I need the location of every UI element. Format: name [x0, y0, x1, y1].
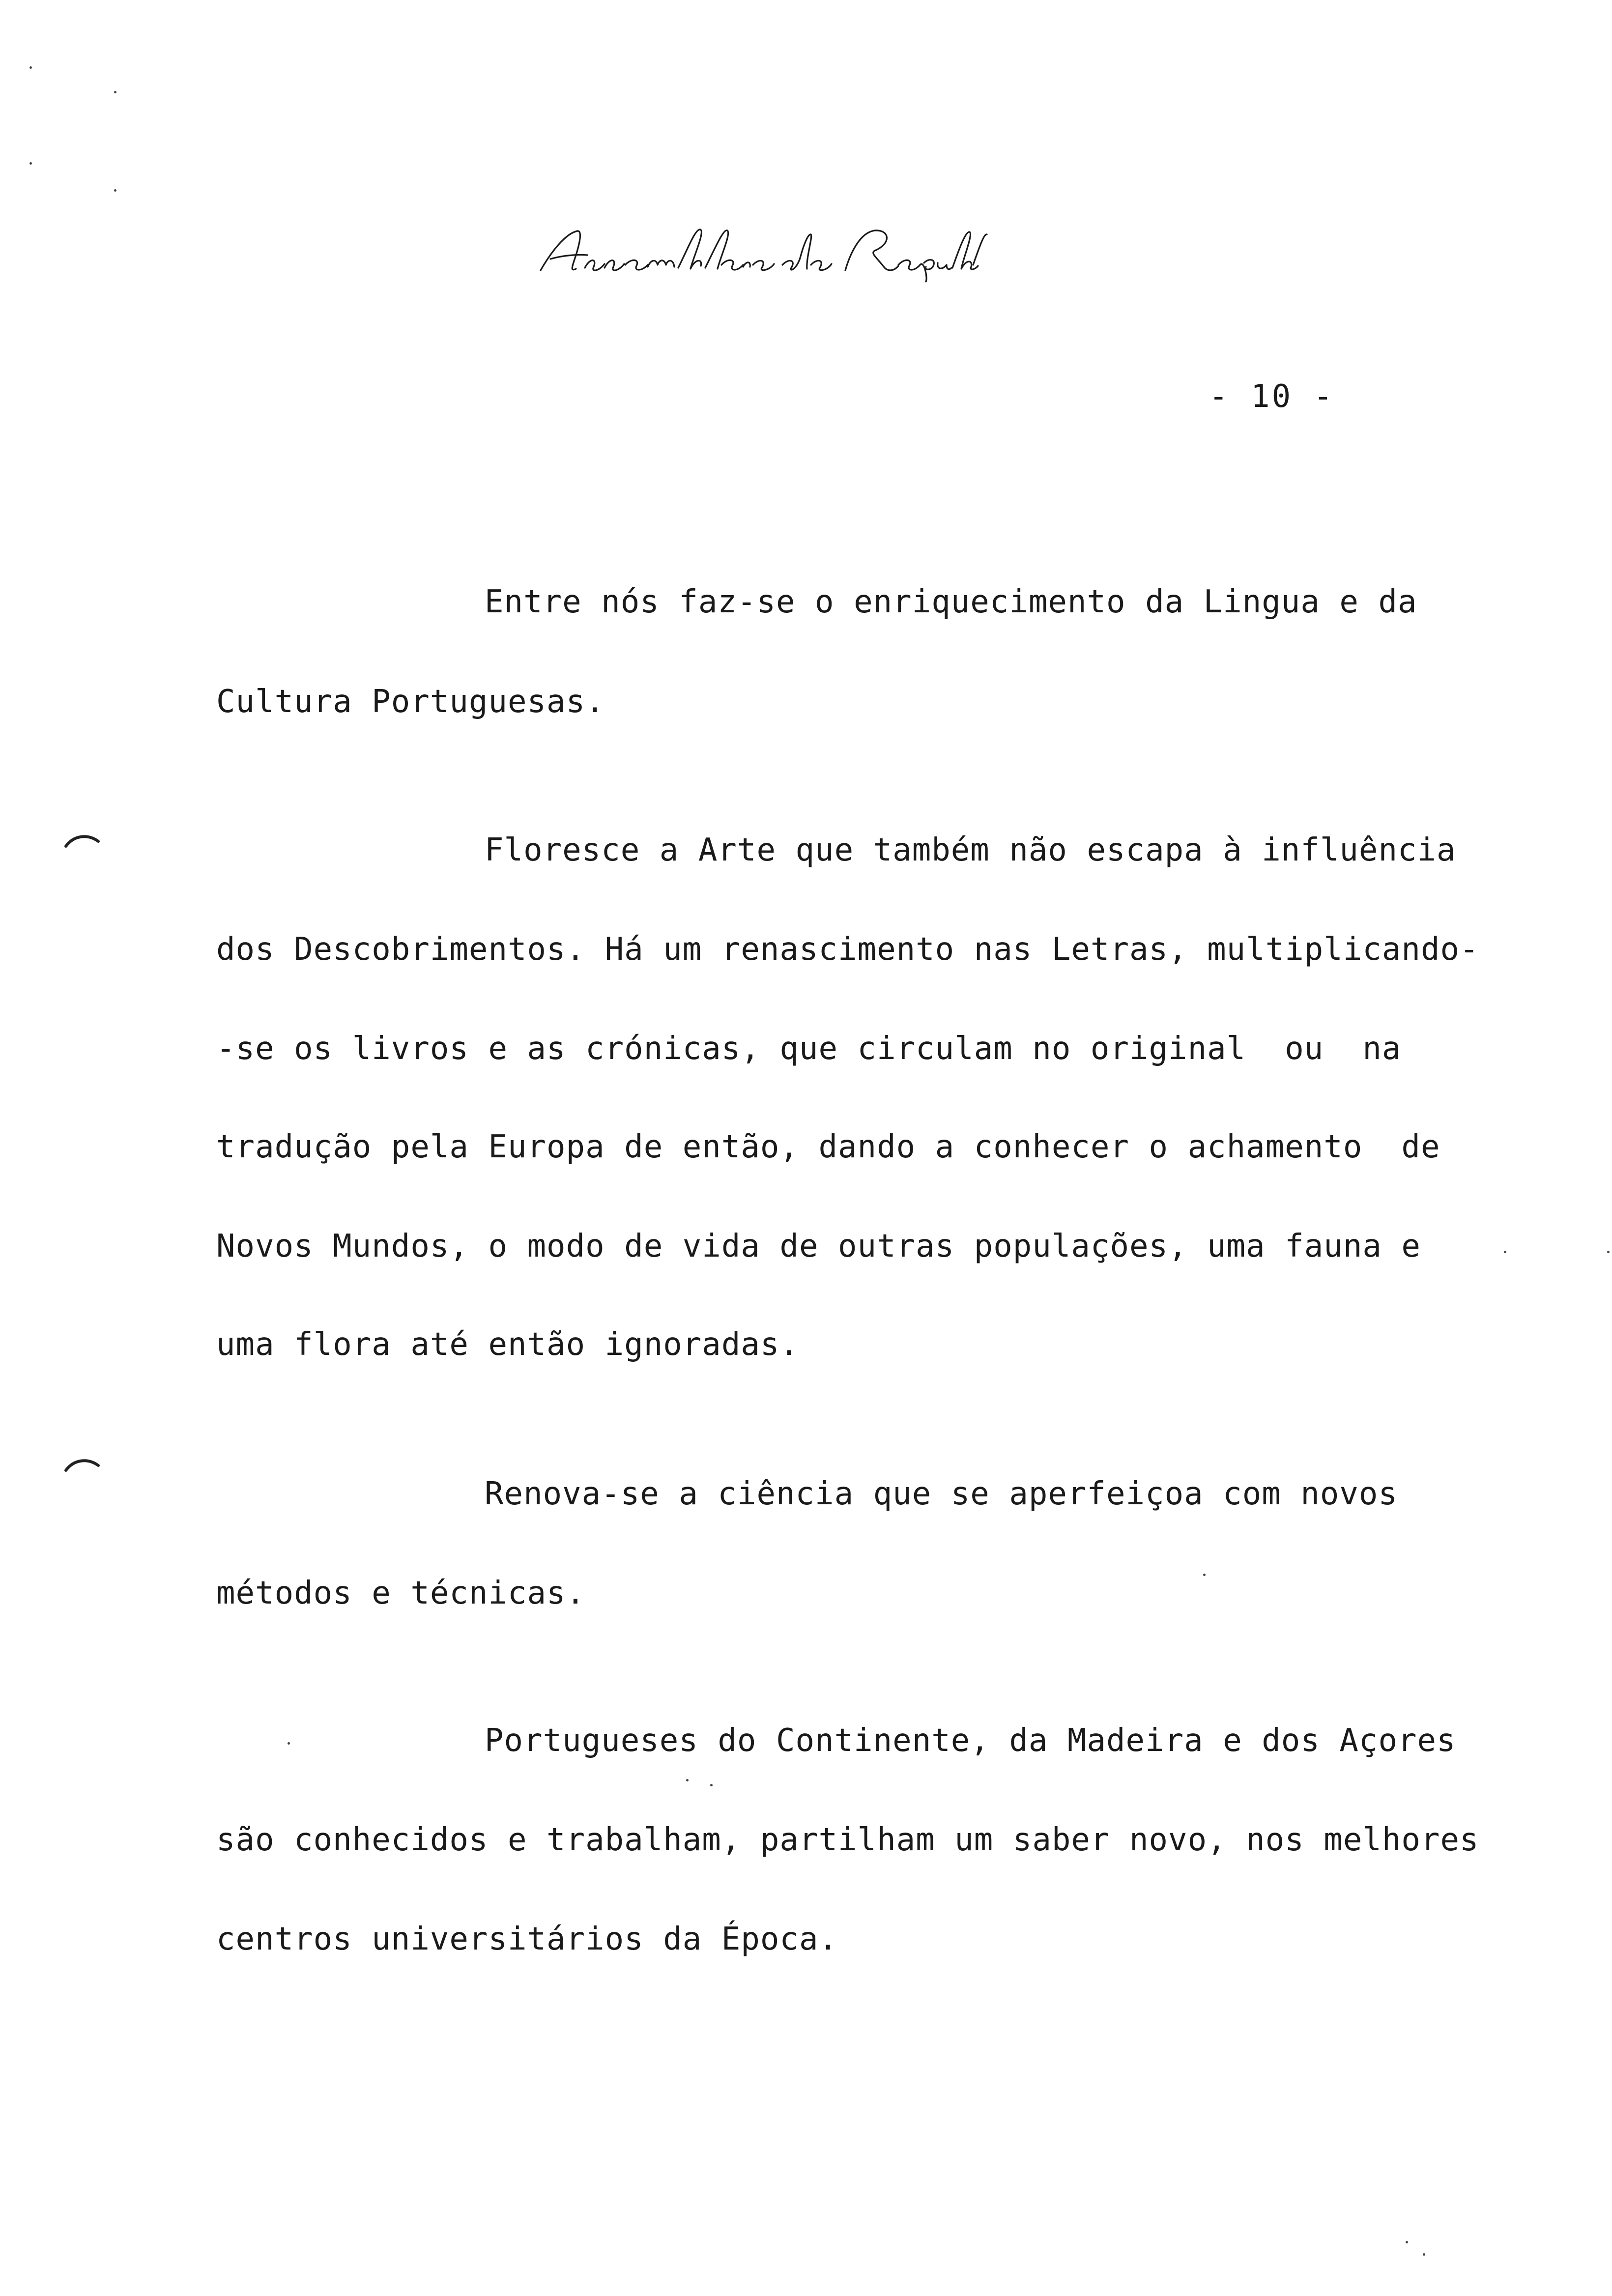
paragraph-3-line-1: Renova-se a ciência que se aperfeiçoa com novos — [485, 1476, 1398, 1512]
paragraph-2-line-6: uma flora até então ignoradas. — [216, 1326, 799, 1363]
scan-artifact — [1607, 1251, 1610, 1253]
paragraph-2-line-1: Floresce a Arte que também não escapa à influência — [485, 832, 1456, 868]
paragraph-1-line-1: Entre nós faz-se o enriquecimento da Lingua e da — [485, 584, 1417, 620]
paragraph-1-line-2: Cultura Portuguesas. — [216, 684, 605, 720]
paragraph-4-line-1: Portugueses do Continente, da Madeira e dos Açores — [485, 1722, 1456, 1759]
margin-arc-mark-top — [63, 831, 102, 850]
margin-arc-mark-bottom — [63, 1455, 102, 1474]
paragraph-3-line-2: métodos e técnicas. — [216, 1575, 586, 1611]
scan-artifact — [686, 1779, 689, 1781]
paragraph-2-line-2: dos Descobrimentos. Há um renascimento nas Letras, multiplicando- — [216, 931, 1479, 968]
scan-artifact — [710, 1784, 713, 1786]
scan-artifact — [1406, 2241, 1408, 2243]
paragraph-4-line-3: centros universitários da Época. — [216, 1921, 838, 1957]
scan-artifact — [1203, 1574, 1206, 1576]
paragraph-2-line-5: Novos Mundos, o modo de vida de outras populações, uma fauna e — [216, 1228, 1421, 1264]
letterhead-logo — [531, 224, 993, 283]
paragraph-2-line-4: tradução pela Europa de então, dando a conhecer o achamento de — [216, 1129, 1440, 1165]
scan-artifact — [114, 91, 116, 93]
scan-artifact — [29, 162, 32, 165]
scan-artifact — [114, 189, 116, 192]
paragraph-4-line-2: são conhecidos e trabalham, partilham um saber novo, nos melhores — [216, 1822, 1479, 1858]
scan-artifact — [1423, 2253, 1425, 2256]
scan-artifact — [1504, 1251, 1506, 1253]
paragraph-2-line-3: -se os livros e as crónicas, que circulam no original ou na — [216, 1031, 1402, 1067]
page-number: - 10 - — [1209, 378, 1335, 415]
scan-artifact — [288, 1742, 290, 1745]
scan-artifact — [29, 66, 32, 69]
